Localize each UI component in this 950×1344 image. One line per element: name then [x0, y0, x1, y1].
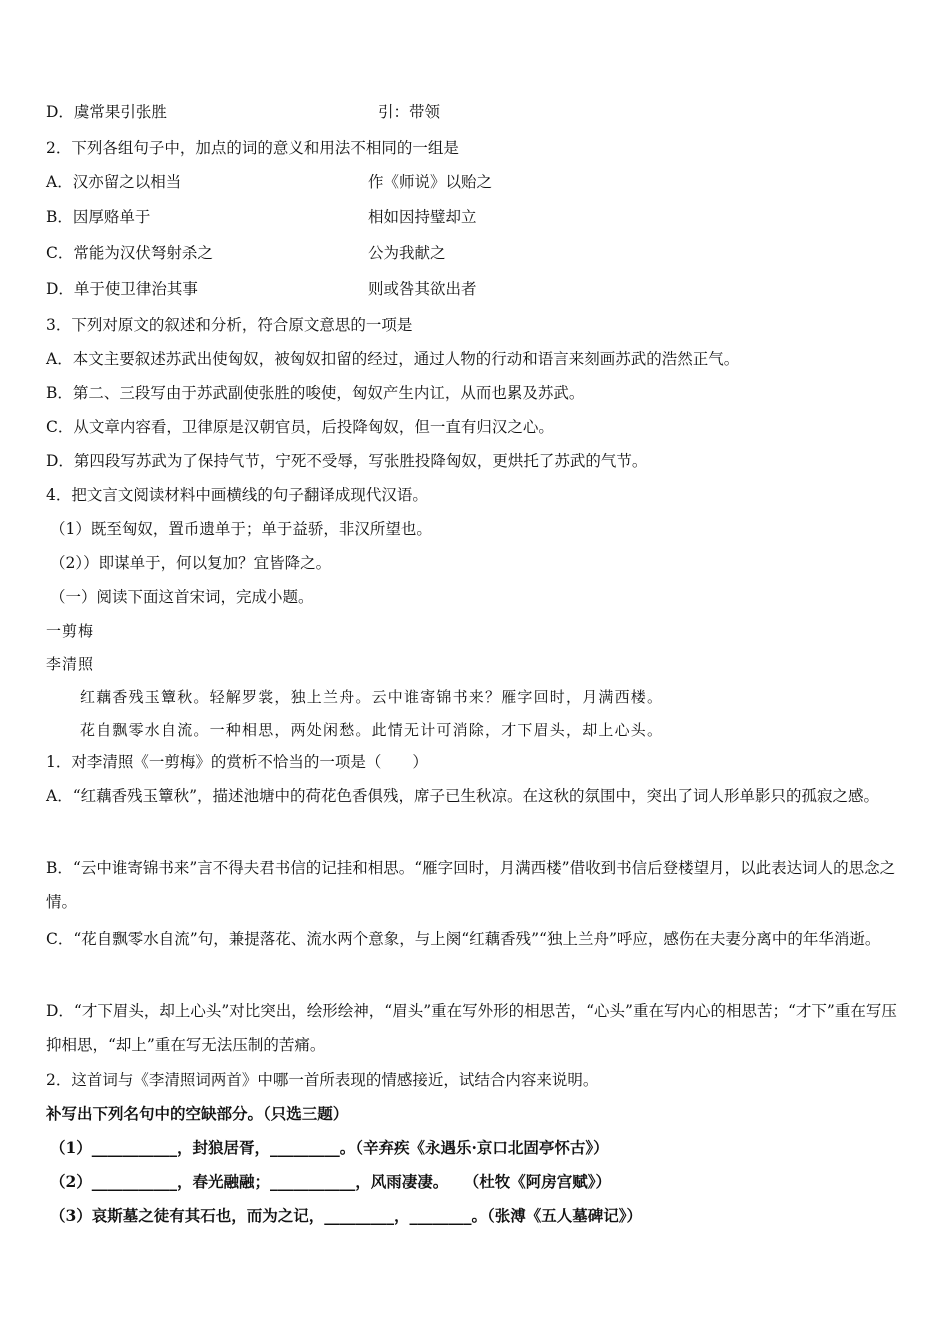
q4-item-1: （1）既至匈奴，置币遗单于；单于益骄，非汉所望也。 [50, 520, 432, 538]
q3-stem: 3．下列对原文的叙述和分析，符合原文意思的一项是 [46, 316, 413, 334]
fill-blank-item-3: （3）哀斯墓之徒有其石也，而为之记，_________，________。（张溥《五人墓碑记》） [50, 1206, 643, 1225]
poem-q1-option-b: B．“云中谁寄锦书来”言不得夫君书信的记挂和相思。“雁字回时，月满西楼”借收到书信后登楼望月，以此表达词人的思念之情。 [46, 859, 896, 911]
poem-q1-stem: 1．对李清照《一剪梅》的赏析不恰当的一项是（ ） [46, 753, 428, 771]
poem-line-1: 红藕香残玉簟秋。轻解罗裳，独上兰舟。云中谁寄锦书来？雁字回时，月满西楼。 [80, 688, 664, 706]
fill-blank-item-1: （1）___________，封狼居胥，_________。（辛弃疾《永遇乐·京口北固亭怀古》） [50, 1138, 609, 1157]
q2-option-a: A．汉亦留之以相当 [46, 173, 182, 191]
q2-option-b: B．因厚赂单于 [46, 208, 151, 226]
q1-option-d: D．虞常果引张胜 [46, 103, 167, 121]
poem-title: 一剪梅 [46, 622, 95, 640]
poem-q2-stem: 2．这首词与《李清照词两首》中哪一首所表现的情感接近，试结合内容来说明。 [46, 1071, 599, 1089]
poem-q1-option-c: C．“花自飘零水自流”句，兼提落花、流水两个意象，与上阕“红藕香残”“独上兰舟”呼应，感伤在夫妻分离中的年华消逝。 [46, 930, 881, 948]
poem-q1-option-a: A．“红藕香残玉簟秋”，描述池塘中的荷花色香俱残，席子已生秋凉。在这秋的氛围中，突出了词人形单影只的孤寂之感。 [46, 787, 880, 805]
fill-blanks-heading: 补写出下列名句中的空缺部分。（只选三题） [46, 1104, 349, 1123]
section-intro: （一）阅读下面这首宋词，完成小题。 [50, 588, 314, 606]
poem-q1-option-d: D．“才下眉头，却上心头”对比突出，绘形绘神，“眉头”重在写外形的相思苦，“心头”重在写内心的相思苦；“才下”重在写压抑相思，“却上”重在写无法压制的苦痛。 [46, 1002, 897, 1054]
poem-author: 李清照 [46, 655, 95, 673]
q2-option-d: D．单于使卫律治其事 [46, 280, 198, 298]
q2-stem: 2．下列各组句子中，加点的词的意义和用法不相同的一组是 [46, 139, 459, 157]
q3-option-c: C．从文章内容看，卫律原是汉朝官员，后投降匈奴，但一直有归汉之心。 [46, 418, 554, 436]
q4-stem: 4．把文言文阅读材料中画横线的句子翻译成现代汉语。 [46, 486, 428, 504]
q2-option-c: C．常能为汉伏弩射杀之 [46, 244, 213, 262]
poem-line-2: 花自飘零水自流。一种相思，两处闲愁。此情无计可消除，才下眉头，却上心头。 [80, 721, 664, 739]
q2-option-d-compare: 则或咎其欲出者 [368, 280, 477, 298]
q2-option-b-compare: 相如因持璧却立 [368, 208, 477, 226]
q2-option-a-compare: 作《师说》以贻之 [368, 173, 493, 191]
q3-option-a: A．本文主要叙述苏武出使匈奴，被匈奴扣留的经过，通过人物的行动和语言来刻画苏武的浩然正气。 [46, 350, 740, 368]
q2-option-c-compare: 公为我献之 [368, 244, 446, 262]
fill-blank-item-2: （2）___________，春光融融；___________，风雨凄凄。 （杜牧《阿房宫赋》） [50, 1172, 612, 1191]
q4-item-2: （2））即谋单于，何以复加？宜皆降之。 [50, 554, 332, 572]
q1-option-d-gloss: 引：带领 [378, 103, 441, 121]
q3-option-d: D．第四段写苏武为了保持气节，宁死不受辱，写张胜投降匈奴，更烘托了苏武的气节。 [46, 452, 648, 470]
q3-option-b: B．第二、三段写由于苏武副使张胜的唆使，匈奴产生内讧，从而也累及苏武。 [46, 384, 585, 402]
